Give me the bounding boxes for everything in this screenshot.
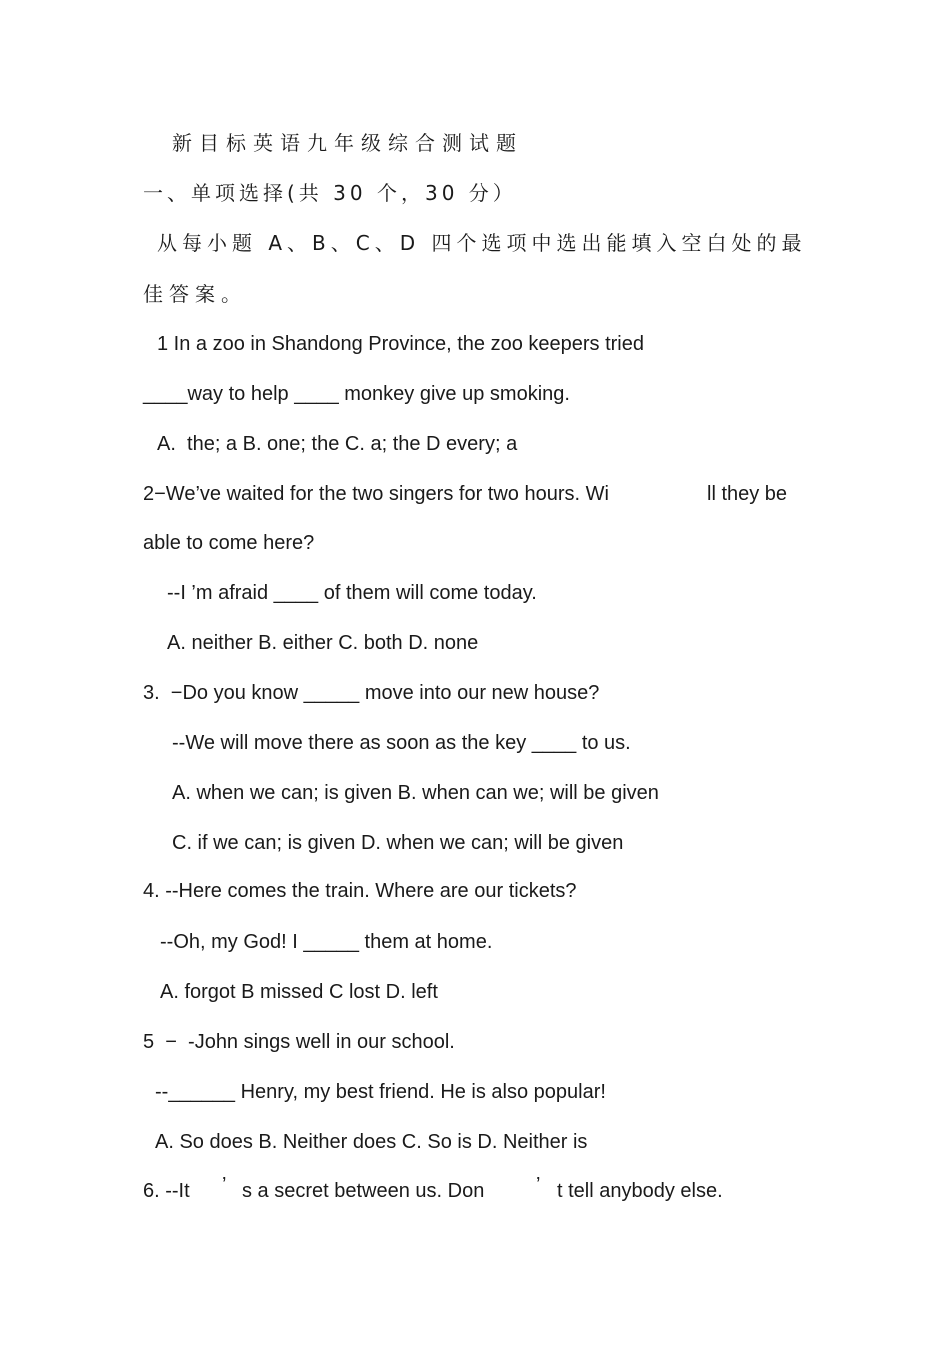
question-6-stem-part-1: 6. --It [143,1180,190,1202]
question-2-response: --I ’m afraid ____ of them will come today. [167,582,537,604]
question-5-options: A. So does B. Neither does C. So is D. Neither is [155,1131,588,1153]
instruction-line-1: 从每小题 A、B、C、D 四个选项中选出能填入空白处的最 [157,231,807,255]
question-3-stem: 3. −Do you know _____ move into our new house? [143,682,600,704]
question-6-apostrophe-2: ’ [536,1174,541,1196]
question-6-stem-part-2: s a secret between us. Don [242,1180,485,1202]
question-1-stem-cont: ____way to help ____ monkey give up smoking. [143,383,570,405]
question-6-apostrophe-1: ’ [222,1174,227,1196]
question-4-stem: 4. --Here comes the train. Where are our tickets? [143,880,577,902]
document-title: 新目标英语九年级综合测试题 [172,131,523,155]
question-2-options: A. neither B. either C. both D. none [167,632,479,654]
section-heading: 一、单项选择(共 30 个，30 分） [143,181,517,205]
question-2-stem-tail: ll they be [707,483,788,505]
question-4-response: --Oh, my God! I _____ them at home. [160,931,493,953]
question-5-response: --______ Henry, my best friend. He is also popular! [155,1081,606,1103]
question-1-options: A. the; a B. one; the C. a; the D every; a [157,433,518,455]
question-2-stem: 2−We’ve waited for the two singers for two hours. Wi [143,483,609,505]
question-4-options: A. forgot B missed C lost D. left [160,981,438,1003]
question-2-stem-cont: able to come here? [143,532,315,554]
question-1-stem: 1 In a zoo in Shandong Province, the zoo keepers tried [157,333,644,355]
question-6-stem-part-3: t tell anybody else. [557,1180,723,1202]
question-5-stem: 5 − -John sings well in our school. [143,1031,455,1053]
question-3-options-ab: A. when we can; is given B. when can we; will be given [172,782,659,804]
question-3-response: --We will move there as soon as the key ____ to us. [172,732,631,754]
question-3-options-cd: C. if we can; is given D. when we can; will be given [172,832,624,854]
instruction-line-2: 佳答案。 [143,282,247,306]
